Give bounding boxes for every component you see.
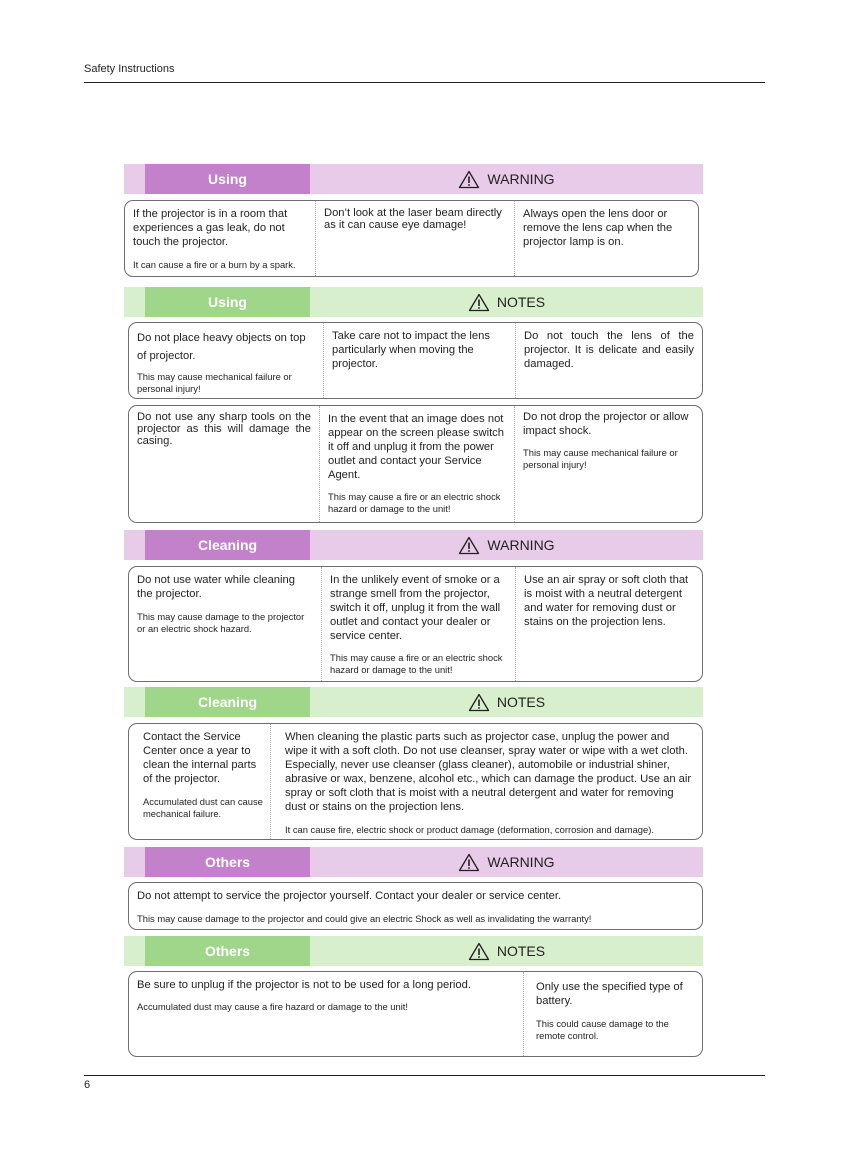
cleaning-warning-band <box>124 530 703 560</box>
page-header-title: Safety Instructions <box>84 63 175 75</box>
cell-note: Accumulated dust can cause mechanical failure. <box>143 796 263 819</box>
warning-triangle-icon <box>468 293 490 312</box>
band-label-text: NOTES <box>496 294 546 310</box>
cleaning-warning-cell-3 <box>515 567 702 681</box>
section-tab: Using <box>145 164 310 194</box>
using-notes-box-2 <box>128 405 703 523</box>
cell-note: This could cause damage to the remote control. <box>536 1018 669 1041</box>
cell-note: This may cause damage to the projector or an electric shock hazard. <box>137 611 305 634</box>
cell-text: When cleaning the plastic parts such as projector case, unplug the power and wipe it with a soft cloth. Do not use cleanser, spray water or wipe with a wet cloth. Especially, never use cleanser (glass cleaner), automobile or industrial shiner, abrasive or wax, benzene, alcohol etc., which can damage the product. Use an air spray or soft cloth that is moist with a neutral detergent and water for removing dust or stains on the projection lens. <box>285 731 692 813</box>
cell-text: Always open the lens door or remove the lens cap when the projector lamp is on. <box>523 208 673 248</box>
cleaning-warning-box <box>128 566 703 682</box>
using-notes-cell-3 <box>515 323 702 398</box>
using-notes-cell-6 <box>514 406 702 522</box>
band-label <box>310 164 703 194</box>
using-warning-band <box>124 164 703 194</box>
cell-note: This may cause a fire or an electric shock hazard or damage to the unit! <box>330 652 503 675</box>
cell-note: This may cause damage to the projector and could give an electric Shock as well as invalidating the warranty! <box>137 913 592 924</box>
using-warning-box <box>124 200 699 277</box>
cell-text: Only use the specified type of battery. <box>536 981 683 1007</box>
band-label <box>310 287 703 317</box>
others-warning-band <box>124 847 703 877</box>
cleaning-notes-cell-2 <box>270 724 702 839</box>
footer-rule <box>84 1075 765 1076</box>
using-notes-cell-4 <box>129 406 319 522</box>
cell-text: Do not use water while cleaning the projector. <box>137 574 295 600</box>
section-tab: Others <box>145 936 310 966</box>
cleaning-notes-band <box>124 687 703 717</box>
cell-note: This may cause mechanical failure or personal injury! <box>523 447 678 470</box>
others-warning-box <box>128 882 703 930</box>
cleaning-warning-cell-2 <box>321 567 515 681</box>
cell-text: Do not touch the lens of the projector. It is delicate and easily damaged. <box>524 330 694 370</box>
warning-triangle-icon <box>458 170 480 189</box>
band-label <box>310 687 703 717</box>
band-label-text: WARNING <box>487 854 555 870</box>
cleaning-notes-box <box>128 723 703 840</box>
section-tab: Others <box>145 847 310 877</box>
warning-triangle-icon <box>458 853 480 872</box>
cell-text: Contact the Service Center once a year to clean the internal parts of the projector. <box>143 731 257 785</box>
using-notes-cell-1 <box>129 323 323 398</box>
using-warning-cell-2 <box>315 201 514 276</box>
header-rule <box>84 82 765 83</box>
others-notes-cell-1 <box>129 972 523 1056</box>
cell-text: Do not attempt to service the projector yourself. Contact your dealer or service center. <box>137 890 562 902</box>
warning-triangle-icon <box>468 942 490 961</box>
cell-text: In the unlikely event of smoke or a strange smell from the projector, switch it off, unplug it from the wall outlet and contact your dealer or service center. <box>330 574 501 642</box>
cell-text: In the event that an image does not appear on the screen please switch it off and unplug it from the power outlet and contact your Service Agent. <box>328 413 505 481</box>
section-tab: Cleaning <box>145 530 310 560</box>
cell-text: Do not use any sharp tools on the projector as this will damage the casing. <box>137 411 311 447</box>
cell-text: Don’t look at the laser beam directly as it can cause eye damage! <box>324 207 502 231</box>
cell-text: Use an air spray or soft cloth that is moist with a neutral detergent and water for removing dust or stains on the projection lens. <box>524 574 689 628</box>
band-label <box>310 530 703 560</box>
cell-text: Be sure to unplug if the projector is not to be used for a long period. <box>137 979 471 991</box>
band-label-text: WARNING <box>487 171 555 187</box>
band-label <box>310 847 703 877</box>
using-notes-box-1 <box>128 322 703 399</box>
others-warning-cell <box>129 883 702 929</box>
cell-note: It can cause fire, electric shock or product damage (deformation, corrosion and damage). <box>285 824 654 835</box>
using-notes-band <box>124 287 703 317</box>
using-notes-cell-5 <box>319 406 514 522</box>
cell-text: Take care not to impact the lens particularly when moving the projector. <box>332 330 490 370</box>
cell-note: This may cause mechanical failure or personal injury! <box>137 371 292 394</box>
others-notes-box <box>128 971 703 1057</box>
using-warning-cell-1 <box>125 201 315 276</box>
using-warning-cell-3 <box>514 201 698 276</box>
warning-triangle-icon <box>468 693 490 712</box>
cleaning-warning-cell-1 <box>129 567 321 681</box>
cell-text: If the projector is in a room that experiences a gas leak, do not touch the projector. <box>133 208 288 248</box>
cell-note: It can cause a fire or a burn by a spark. <box>133 259 296 270</box>
cleaning-notes-cell-1 <box>129 724 270 839</box>
band-label-text: WARNING <box>487 537 555 553</box>
section-tab: Cleaning <box>145 687 310 717</box>
others-notes-cell-2 <box>523 972 702 1056</box>
warning-triangle-icon <box>458 536 480 555</box>
cell-text: Do not drop the projector or allow impact shock. <box>523 411 689 437</box>
page-number: 6 <box>84 1079 91 1091</box>
using-notes-cell-2 <box>323 323 515 398</box>
cell-text: Do not place heavy objects on top of projector. <box>137 332 306 362</box>
cell-note: Accumulated dust may cause a fire hazard or damage to the unit! <box>137 1001 408 1012</box>
band-label-text: NOTES <box>496 943 546 959</box>
cell-note: This may cause a fire or an electric shock hazard or damage to the unit! <box>328 491 501 514</box>
others-notes-band <box>124 936 703 966</box>
section-tab: Using <box>145 287 310 317</box>
band-label <box>310 936 703 966</box>
band-label-text: NOTES <box>496 694 546 710</box>
